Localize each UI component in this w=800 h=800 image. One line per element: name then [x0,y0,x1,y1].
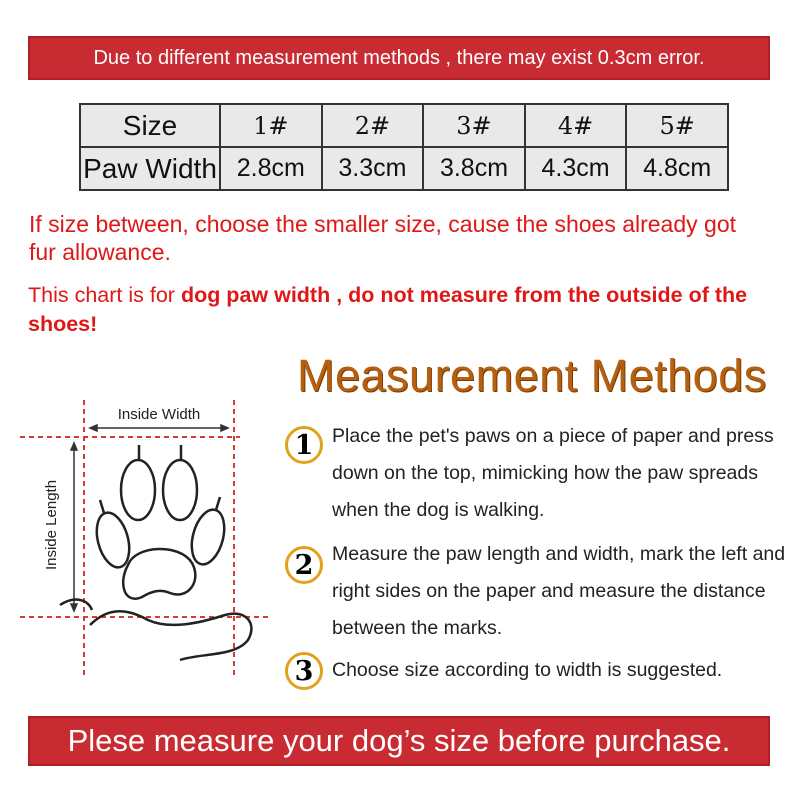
width-cell: 4.8cm [626,147,728,190]
step-1-number: 1 [285,426,323,464]
size-cell: 3# [423,104,525,147]
step-2-number: 2 [285,546,323,584]
size-table [79,103,729,191]
table-row-paw-width [80,147,728,190]
table-row-size [80,104,728,147]
paw-outline [90,611,251,660]
paw-width-note-prefix: This chart is for [28,283,181,307]
size-between-note: If size between, choose the smaller size, cause the shoes already got fur allowance. [29,211,737,265]
step-3-number: 3 [285,652,323,690]
measure-arrows [71,425,228,611]
top-banner-text: Due to different measurement methods , there may exist 0.3cm error. [93,46,705,69]
claw [100,500,104,513]
width-cell: 2.8cm [220,147,322,190]
paw-width-header: Paw Width [80,147,220,190]
size-cell: 5# [626,104,728,147]
claw [216,497,220,510]
bottom-banner [28,716,770,766]
width-arrow-right-head [221,425,228,431]
paw-width-note-bold: dog paw width , do not measure from the outside of the shoes! [28,283,748,336]
bottom-banner-text: Plese measure your dog’s size before purchase. [67,723,731,758]
width-cell: 3.3cm [322,147,424,190]
toe-pad [121,460,155,520]
length-arrow-top-head [71,443,77,450]
step-1-text: Place the pet's paws on a piece of paper and press down on the top, mimicking how the paw spreads when the dog is walking. [332,425,774,521]
size-cell: 4# [525,104,627,147]
size-cell: 1# [220,104,322,147]
inside-width-label: Inside Width [117,406,201,423]
methods-title: Measurement Methods [297,350,767,401]
inside-length-label: Inside Length [43,479,60,571]
toe-pad [186,506,229,568]
paw-width-note [28,281,768,339]
size-cell: 2# [322,104,424,147]
length-arrow-bottom-head [71,604,77,611]
paw-icon [60,445,251,660]
main-pad [123,549,195,599]
width-arrow-left-head [90,425,97,431]
step-3-text: Choose size according to width is suggested. [332,659,723,681]
width-cell: 3.8cm [423,147,525,190]
top-banner [28,36,770,80]
paw-diagram [20,395,280,675]
width-cell: 4.3cm [525,147,627,190]
toe-pad [163,460,197,520]
step-2-text: Measure the paw length and width, mark the left and right sides on the paper and measure the distance between the marks. [332,543,786,639]
size-header: Size [80,104,220,147]
